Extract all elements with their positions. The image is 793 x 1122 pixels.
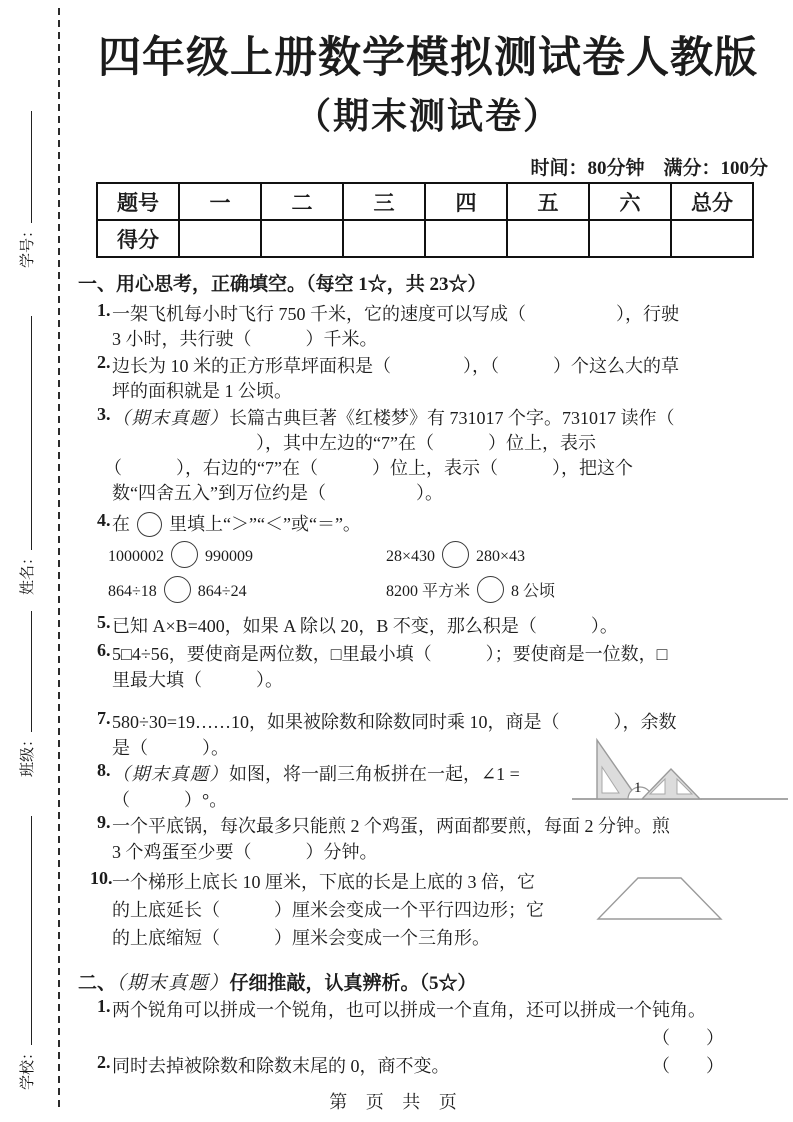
compare-right: 990009 (205, 548, 253, 565)
question-number: 2. (97, 352, 111, 372)
score-table (96, 182, 754, 258)
question-number: 2. (97, 1052, 111, 1072)
score-cell-empty (343, 220, 425, 257)
question-text: 边长为 10 米的正方形草坪面积是（ ），（ ）个这么大的草 (112, 356, 679, 376)
question-9-line-2 (112, 838, 780, 864)
question-number: 1. (97, 996, 111, 1016)
question-number: 7. (97, 708, 111, 728)
question-text: 里最大填（ ）。 (112, 670, 283, 690)
student-field-class (16, 600, 40, 777)
score-cell-empty (671, 220, 753, 257)
compare-cell (386, 576, 555, 603)
question-3-line-2 (112, 429, 780, 455)
score-cell-empty (589, 220, 671, 257)
blank-circle (442, 541, 469, 568)
set-squares-figure (572, 712, 788, 804)
section-two-heading (78, 968, 778, 995)
page-title: 四年级上册数学模拟测试卷人教版 (98, 35, 758, 82)
write-line (17, 816, 32, 1045)
score-cell-empty (261, 220, 343, 257)
compare-right: 864÷24 (197, 583, 247, 600)
exam-source-tag: （期末真题） (112, 408, 229, 428)
question-text: 3 个鸡蛋至少要（ ）分钟。 (112, 842, 378, 862)
compare-left: 864÷18 (108, 583, 157, 600)
judge-question-1 (97, 996, 780, 1022)
blank-circle (164, 576, 191, 603)
student-field-label: 姓名： (20, 549, 36, 595)
question-text: 如图，将一副三角板拼在一起，∠1 = (229, 764, 520, 784)
question-2-line-2 (112, 377, 780, 403)
question-number: 9. (97, 812, 111, 832)
compare-cell (108, 576, 386, 603)
score-table-col: 五 (507, 183, 589, 220)
page-subtitle: （期末测试卷） (294, 96, 561, 136)
question-4-intro (97, 510, 780, 537)
score-table-col: 四 (425, 183, 507, 220)
section-title: 仔细推敲，认真辨析。（5☆） (229, 973, 477, 994)
student-field-label: 班级： (20, 731, 36, 777)
question-number: 10. (90, 868, 113, 888)
score-table-col: 二 (261, 183, 343, 220)
exam-source-tag: （期末真题） (116, 973, 230, 994)
answer-bracket: （ ） (652, 1056, 724, 1076)
trapezoid-figure (590, 870, 730, 928)
question-text: 长篇古典巨著《红楼梦》有 731017 个字。731017 读作（ (229, 408, 675, 428)
question-text: 两个锐角可以拼成一个锐角，也可以拼成一个直角，还可以拼成一个钝角。 (112, 1000, 706, 1020)
question-text: 是（ ）。 (112, 738, 229, 758)
section-title: 用心思考，正确填空。（每空 1☆，共 23☆） (116, 274, 487, 295)
score-table-col: 三 (343, 183, 425, 220)
question-text: 数“四舍五入”到万位约是（ ）。 (112, 483, 443, 503)
score-table-score-label: 得分 (97, 220, 179, 257)
compare-right: 280×43 (476, 548, 526, 565)
compare-left: 28×430 (386, 548, 436, 565)
question-3-line-4 (112, 479, 780, 505)
compare-left: 8200 平方米 (386, 583, 471, 600)
question-6-line-2 (112, 666, 780, 692)
question-2-line-1 (97, 352, 780, 378)
student-field-label: 学号： (20, 222, 36, 268)
score-table-col: 总分 (671, 183, 753, 220)
question-3-line-3 (104, 454, 772, 480)
question-text: 坪的面积就是 1 公顷。 (112, 381, 292, 401)
answer-bracket: （ ） (652, 1028, 724, 1048)
score-table-col: 一 (179, 183, 261, 220)
section-number: 一、 (78, 274, 117, 295)
angle-1-label: 1 (634, 780, 642, 796)
question-text: 5□4÷56，要使商是两位数，□里最小填（ ）；要使商是一位数，□ (112, 644, 668, 664)
question-text: 580÷30=19……10，如果被除数和除数同时乘 10，商是（ ），余数 (112, 712, 677, 732)
score-table-col: 六 (589, 183, 671, 220)
question-number: 5. (97, 612, 111, 632)
question-text: （ ），右边的“7”在（ ）位上，表示（ ），把这个 (104, 458, 633, 478)
exam-source-tag: （期末真题） (112, 764, 229, 784)
question-text: 在 (112, 514, 130, 534)
score-table-score-row (97, 220, 753, 257)
question-text: （ ）°。 (112, 790, 228, 810)
blank-circle (171, 541, 198, 568)
compare-left: 1000002 (108, 548, 164, 565)
question-text: 同时去掉被除数和除数末尾的 0，商不变。 (112, 1056, 450, 1076)
section-number: 二、 (78, 973, 117, 994)
question-1-line-1 (97, 300, 780, 326)
student-field-school (16, 805, 40, 1090)
blank-circle (137, 512, 162, 537)
section-one-heading (78, 269, 778, 296)
question-text: 3 小时，共行驶（ ）千米。 (112, 329, 378, 349)
question-text: 的上底缩短（ ）厘米会变成一个三角形。 (112, 928, 490, 948)
write-line (17, 111, 32, 223)
question-text: 一个梯形上底长 10 厘米，下底的长是上底的 3 倍，它 (112, 872, 535, 892)
question-text: 里填上“＞”“＜”或“＝”。 (169, 514, 361, 534)
question-3-line-1 (97, 404, 780, 430)
question-text: 已知 A×B=400，如果 A 除以 20，B 不变，那么积是（ ）。 (112, 616, 618, 636)
blank-circle (477, 576, 504, 603)
question-number: 1. (97, 300, 111, 320)
exam-meta: 时间：80分钟 满分：100分 (530, 158, 768, 179)
score-table-row-label: 题号 (97, 183, 179, 220)
question-number: 3. (97, 404, 111, 424)
judge-question-2 (97, 1052, 780, 1078)
question-4-compare-row-2 (108, 576, 776, 603)
score-table-header-row (97, 183, 753, 220)
student-field-number (16, 100, 40, 268)
question-text: ），其中左边的“7”在（ ）位上，表示 (112, 433, 596, 453)
question-text: 的上底延长（ ）厘米会变成一个平行四边形；它 (112, 900, 544, 920)
question-text: 一架飞机每小时飞行 750 千米，它的速度可以写成（ ），行驶 (112, 304, 679, 324)
question-number: 6. (97, 640, 111, 660)
compare-cell (386, 541, 525, 568)
question-4-compare-row-1 (108, 541, 776, 568)
compare-right: 8 公顷 (511, 583, 556, 600)
question-number: 8. (97, 760, 111, 780)
question-9-line-1 (97, 812, 780, 838)
write-line (17, 611, 32, 732)
score-cell-empty (425, 220, 507, 257)
score-cell-empty (507, 220, 589, 257)
question-text: 一个平底锅，每次最多只能煎 2 个鸡蛋，两面都要煎，每面 2 分钟。煎 (112, 816, 670, 836)
question-1-line-2 (112, 325, 780, 351)
compare-cell (108, 541, 386, 568)
page-footer: 第 页 共 页 (329, 1092, 464, 1112)
question-5-line-1 (97, 612, 780, 638)
student-field-name (16, 305, 40, 595)
write-line (17, 316, 32, 550)
question-6-line-1 (97, 640, 780, 666)
margin-dashed-divider (58, 8, 60, 1108)
score-cell-empty (179, 220, 261, 257)
question-number: 4. (97, 510, 111, 530)
student-field-label: 学校： (20, 1044, 36, 1090)
